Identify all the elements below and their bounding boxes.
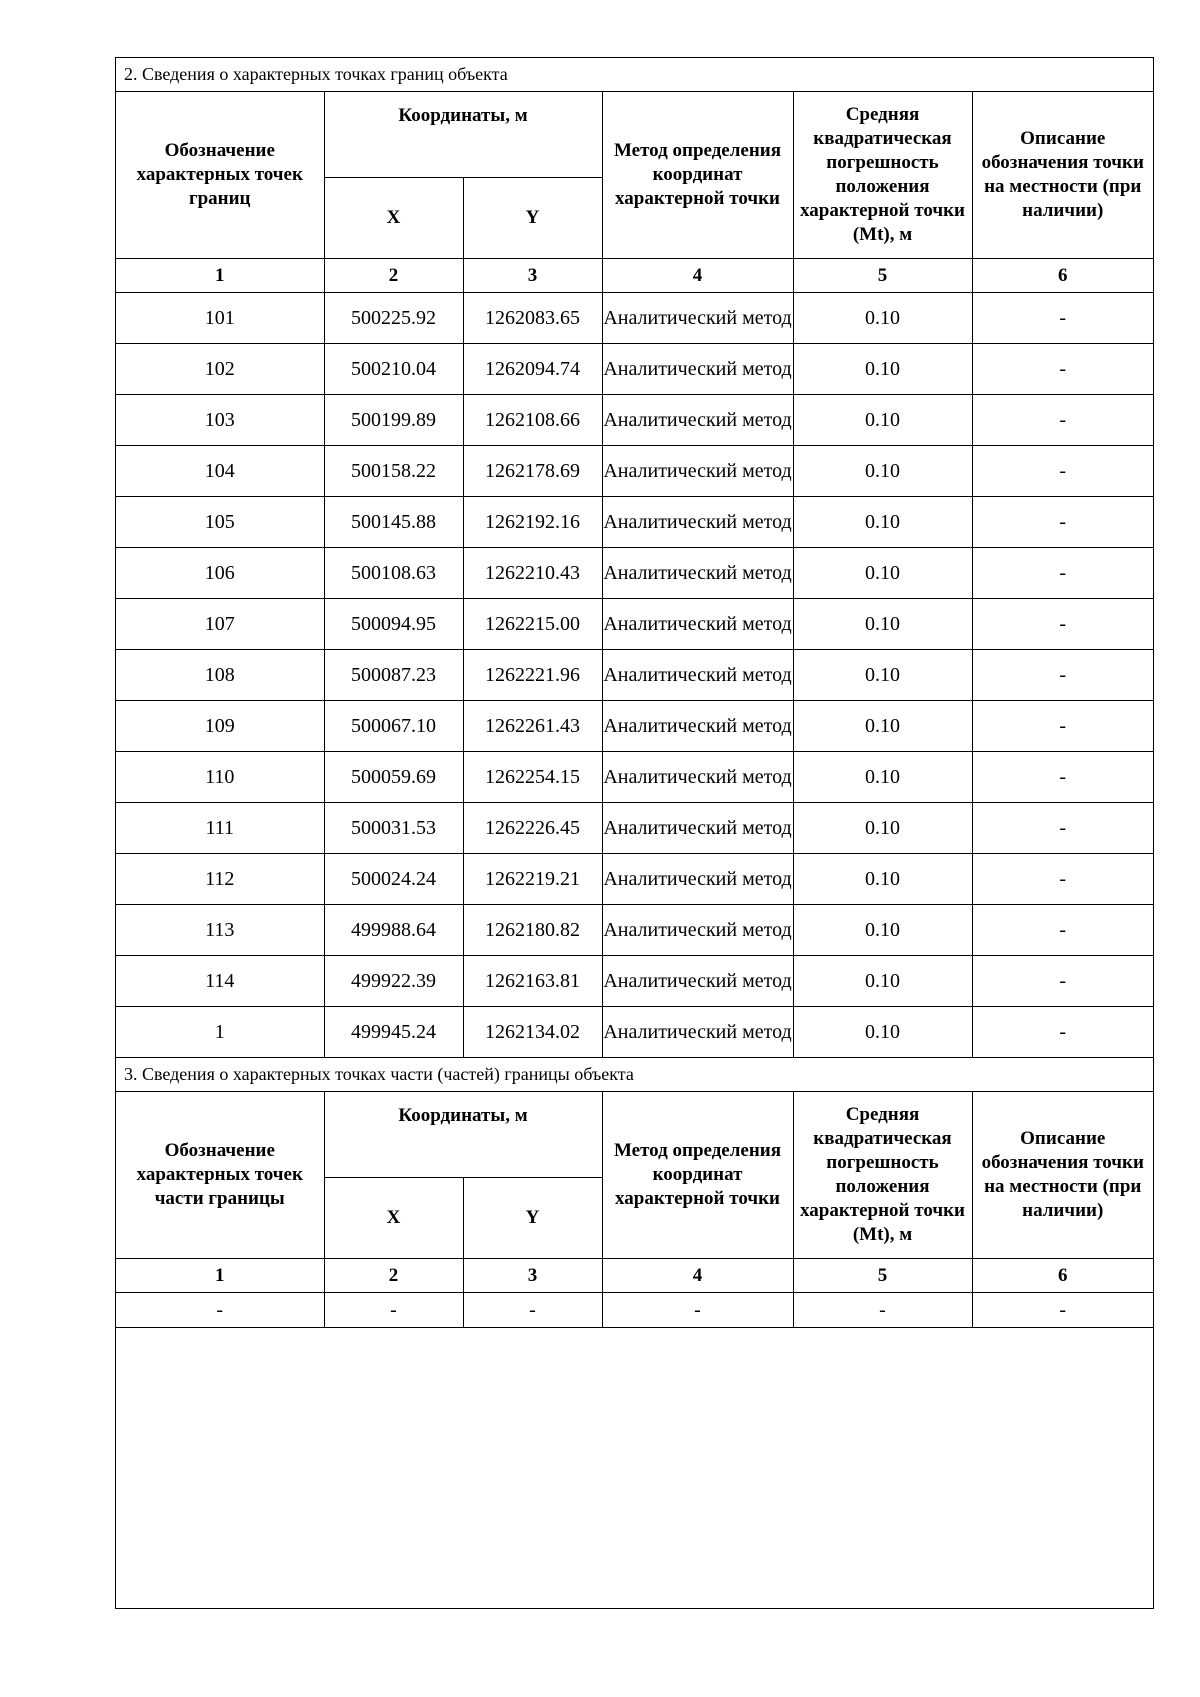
cell-accuracy: 0.10 [793,446,972,497]
cell-x: 500087.23 [324,650,463,701]
cell-description: - [972,752,1153,803]
section3-title: 3. Сведения о характерных точках части (частей) границы объекта [116,1058,1153,1092]
cell-description: - [972,905,1153,956]
cell-accuracy: 0.10 [793,1007,972,1058]
column-number: 1 [116,1259,324,1293]
cell-method: Аналитический метод [602,497,793,548]
cell-x: 500094.95 [324,599,463,650]
cell-accuracy: 0.10 [793,599,972,650]
cell-method: - [602,1293,793,1328]
cell-y: 1262219.21 [463,854,602,905]
table-row [116,854,1153,905]
cell-method: Аналитический метод [602,803,793,854]
points-table-body [116,58,1153,1328]
cell-x: 500067.10 [324,701,463,752]
cell-description: - [972,803,1153,854]
cell-description: - [972,395,1153,446]
header-point-designation: Обозначение характерных точек границ [116,92,324,259]
cell-y: 1262221.96 [463,650,602,701]
section2-title: 2. Сведения о характерных точках границ объекта [116,58,1153,92]
table-row [116,803,1153,854]
cell-point: 111 [116,803,324,854]
cell-accuracy: 0.10 [793,752,972,803]
header-y: Y [463,1178,602,1259]
cell-method: Аналитический метод [602,548,793,599]
table-row [116,1007,1153,1058]
cell-point: 101 [116,293,324,344]
header-y: Y [463,178,602,259]
column-number: 2 [324,1259,463,1293]
points-table [116,58,1153,1328]
cell-accuracy: 0.10 [793,293,972,344]
table-row [116,905,1153,956]
cell-accuracy: 0.10 [793,650,972,701]
section2-header-row [116,92,1153,178]
cell-accuracy: - [793,1293,972,1328]
cell-x: 500158.22 [324,446,463,497]
cell-y: 1262226.45 [463,803,602,854]
cell-y: 1262261.43 [463,701,602,752]
cell-x: 500108.63 [324,548,463,599]
header-x: X [324,178,463,259]
column-number: 6 [972,1259,1153,1293]
column-number: 4 [602,1259,793,1293]
cell-method: Аналитический метод [602,752,793,803]
cell-description: - [972,701,1153,752]
header-method: Метод определения координат характерной точки [602,1092,793,1259]
cell-point: 105 [116,497,324,548]
cell-y: 1262108.66 [463,395,602,446]
cell-method: Аналитический метод [602,446,793,497]
section3-column-numbers-row [116,1259,1153,1293]
table-row [116,701,1153,752]
section2-column-numbers-row [116,259,1153,293]
cell-accuracy: 0.10 [793,854,972,905]
column-number: 4 [602,259,793,293]
cell-x: 500210.04 [324,344,463,395]
cell-y: 1262094.74 [463,344,602,395]
cell-point: 113 [116,905,324,956]
cell-description: - [972,293,1153,344]
cell-point: 1 [116,1007,324,1058]
cell-description: - [972,599,1153,650]
section3-title-row [116,1058,1153,1092]
table-row [116,446,1153,497]
cell-point: - [116,1293,324,1328]
cell-point: 114 [116,956,324,1007]
cell-accuracy: 0.10 [793,701,972,752]
table-row [116,293,1153,344]
cell-point: 112 [116,854,324,905]
cell-method: Аналитический метод [602,956,793,1007]
cell-point: 102 [116,344,324,395]
table-row [116,497,1153,548]
cell-y: 1262083.65 [463,293,602,344]
header-point-designation: Обозначение характерных точек части границы [116,1092,324,1259]
cell-method: Аналитический метод [602,905,793,956]
cell-description: - [972,344,1153,395]
cell-x: 499988.64 [324,905,463,956]
cell-point: 106 [116,548,324,599]
cell-x: 500199.89 [324,395,463,446]
cell-y: - [463,1293,602,1328]
header-accuracy: Средняя квадратическая погрешность положения характерной точки (Mt), м [793,92,972,259]
table-row [116,548,1153,599]
cell-description: - [972,956,1153,1007]
header-method: Метод определения координат характерной точки [602,92,793,259]
table-row [116,1293,1153,1328]
cell-y: 1262254.15 [463,752,602,803]
cell-x: 499945.24 [324,1007,463,1058]
cell-accuracy: 0.10 [793,344,972,395]
cell-description: - [972,1007,1153,1058]
cell-accuracy: 0.10 [793,497,972,548]
cell-point: 103 [116,395,324,446]
header-accuracy: Средняя квадратическая погрешность положения характерной точки (Mt), м [793,1092,972,1259]
cell-accuracy: 0.10 [793,905,972,956]
cell-y: 1262192.16 [463,497,602,548]
table-row [116,752,1153,803]
table-row [116,599,1153,650]
cell-description: - [972,548,1153,599]
cell-method: Аналитический метод [602,650,793,701]
cell-x: 500225.92 [324,293,463,344]
cell-y: 1262215.00 [463,599,602,650]
cell-y: 1262134.02 [463,1007,602,1058]
cell-accuracy: 0.10 [793,803,972,854]
header-coordinates: Координаты, м [324,1092,602,1178]
cell-accuracy: 0.10 [793,395,972,446]
cell-method: Аналитический метод [602,344,793,395]
cell-method: Аналитический метод [602,1007,793,1058]
cell-point: 107 [116,599,324,650]
cell-x: 500024.24 [324,854,463,905]
column-number: 3 [463,1259,602,1293]
cell-x: 499922.39 [324,956,463,1007]
header-coordinates: Координаты, м [324,92,602,178]
column-number: 3 [463,259,602,293]
table-row [116,395,1153,446]
column-number: 6 [972,259,1153,293]
cell-x: 500145.88 [324,497,463,548]
table-row [116,344,1153,395]
cell-y: 1262180.82 [463,905,602,956]
cell-y: 1262178.69 [463,446,602,497]
column-number: 2 [324,259,463,293]
cell-y: 1262210.43 [463,548,602,599]
cell-point: 108 [116,650,324,701]
cell-point: 109 [116,701,324,752]
cell-description: - [972,497,1153,548]
cell-y: 1262163.81 [463,956,602,1007]
column-number: 5 [793,259,972,293]
cell-method: Аналитический метод [602,395,793,446]
cell-description: - [972,854,1153,905]
header-x: X [324,1178,463,1259]
cell-method: Аналитический метод [602,293,793,344]
column-number: 5 [793,1259,972,1293]
section2-title-row [116,58,1153,92]
cell-point: 104 [116,446,324,497]
cell-x: - [324,1293,463,1328]
header-description: Описание обозначения точки на местности (при наличии) [972,1092,1153,1259]
document-sheet [115,57,1154,1609]
cell-point: 110 [116,752,324,803]
cell-method: Аналитический метод [602,854,793,905]
cell-description: - [972,1293,1153,1328]
cell-description: - [972,650,1153,701]
cell-x: 500031.53 [324,803,463,854]
column-number: 1 [116,259,324,293]
cell-method: Аналитический метод [602,701,793,752]
cell-method: Аналитический метод [602,599,793,650]
cell-description: - [972,446,1153,497]
table-row [116,956,1153,1007]
cell-x: 500059.69 [324,752,463,803]
header-description: Описание обозначения точки на местности (при наличии) [972,92,1153,259]
cell-accuracy: 0.10 [793,956,972,1007]
section3-header-row [116,1092,1153,1178]
cell-accuracy: 0.10 [793,548,972,599]
table-row [116,650,1153,701]
